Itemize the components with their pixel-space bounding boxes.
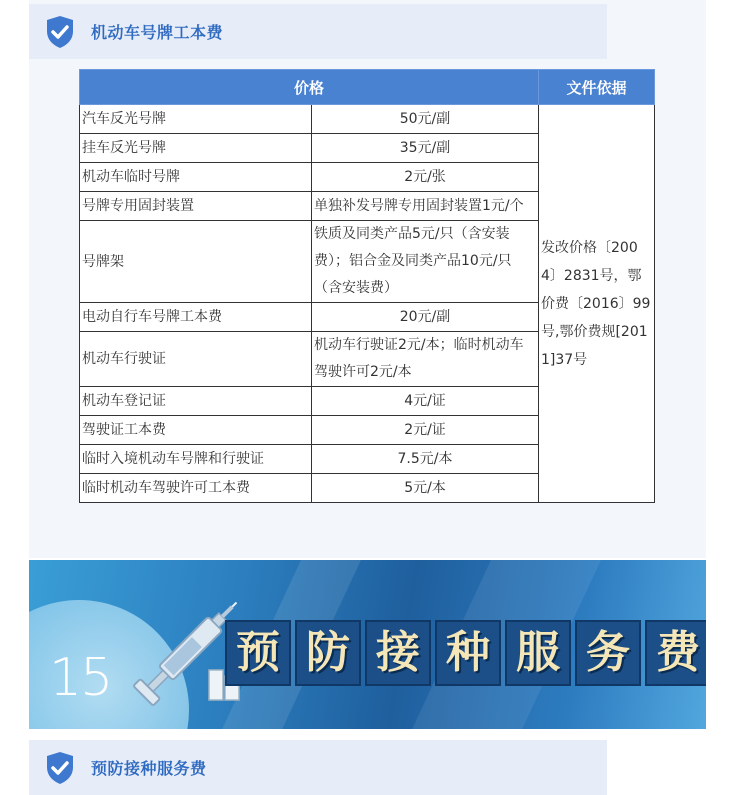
banner-title <box>225 620 706 686</box>
fee-item-price: 20元/副 <box>312 303 539 332</box>
section-header-vaccination-fee <box>29 740 607 795</box>
fee-item-price: 35元/副 <box>312 134 539 163</box>
shield-check-icon <box>45 751 75 785</box>
fee-item-name: 机动车登记证 <box>80 387 312 416</box>
fee-item-name: 电动自行车号牌工本费 <box>80 303 312 332</box>
fee-item-name: 机动车临时号牌 <box>80 163 312 192</box>
header-basis: 文件依据 <box>539 70 655 105</box>
banner-number: 15 <box>49 648 112 708</box>
banner-title-char: 防 <box>295 620 361 686</box>
section-title: 预防接种服务费 <box>91 759 207 778</box>
fee-item-price: 7.5元/本 <box>312 445 539 474</box>
fee-basis-document: 发改价格〔2004〕2831号，鄂价费〔2016〕99号,鄂价费规[2011]37号 <box>539 105 655 503</box>
table-header-row <box>80 70 655 105</box>
shield-check-icon <box>45 15 75 49</box>
header-price: 价格 <box>80 70 539 105</box>
fee-item-price: 2元/证 <box>312 416 539 445</box>
fee-item-price: 4元/证 <box>312 387 539 416</box>
fee-item-price: 2元/张 <box>312 163 539 192</box>
fee-item-name: 挂车反光号牌 <box>80 134 312 163</box>
banner-title-char: 费 <box>645 620 706 686</box>
fee-item-name: 机动车行驶证 <box>80 332 312 387</box>
fee-item-name: 临时机动车驾驶许可工本费 <box>80 474 312 503</box>
banner-title-char: 预 <box>225 620 291 686</box>
fee-item-price: 单独补发号牌专用固封装置1元/个 <box>312 192 539 221</box>
table-row <box>80 105 655 134</box>
fee-item-price: 机动车行驶证2元/本；临时机动车驾驶许可2元/本 <box>312 332 539 387</box>
fee-item-price: 铁质及同类产品5元/只（含安装费）；铝合金及同类产品10元/只（含安装费） <box>312 221 539 303</box>
fee-item-name: 汽车反光号牌 <box>80 105 312 134</box>
fee-item-name: 临时入境机动车号牌和行驶证 <box>80 445 312 474</box>
fee-item-price: 50元/副 <box>312 105 539 134</box>
vaccination-banner <box>29 560 706 729</box>
banner-title-char: 服 <box>505 620 571 686</box>
section-header-plate-fees <box>29 4 607 59</box>
fee-item-price: 5元/本 <box>312 474 539 503</box>
fee-item-name: 号牌专用固封装置 <box>80 192 312 221</box>
banner-title-char: 务 <box>575 620 641 686</box>
section-title: 机动车号牌工本费 <box>91 23 224 42</box>
fee-item-name: 号牌架 <box>80 221 312 303</box>
banner-title-char: 种 <box>435 620 501 686</box>
fee-item-name: 驾驶证工本费 <box>80 416 312 445</box>
fee-table <box>79 69 655 503</box>
banner-title-char: 接 <box>365 620 431 686</box>
